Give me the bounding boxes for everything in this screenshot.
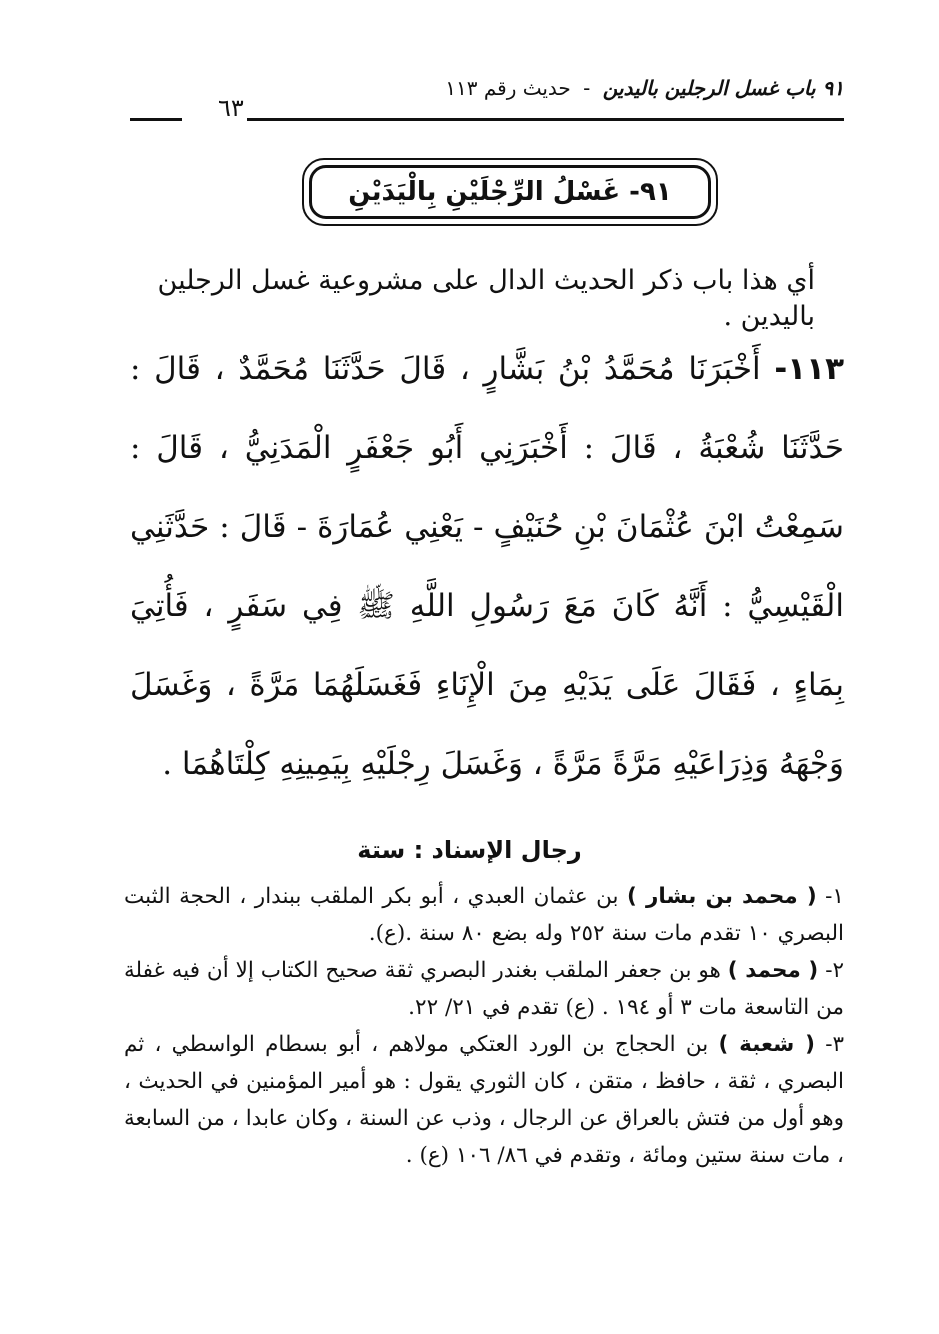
narrator-name: ( محمد بن بشار ) xyxy=(627,884,817,909)
header-separator: - xyxy=(583,76,591,100)
narrator-text: بن الحجاج بن الورد العتكي مولاهم ، أبو بسطام الواسطي ، ثم البصري ، ثقة ، حافظ ، متقن ، كان الثوري يقول : هو أمير المؤمنين في الحديث ، وهو أول من فتش بالعراق عن الرجال ، وذب عن السنة ، وكان عابدا ، من السابعة ، مات سنة ستين ومائة ، وتقدم في ٨٦/ ١٠٦ (ع) . xyxy=(124,1032,844,1168)
running-header xyxy=(136,76,844,120)
header-hadith-reference: حديث رقم ١١٣ xyxy=(445,76,571,100)
hadith-text: أَخْبَرَنَا مُحَمَّدُ بْنُ بَشَّارٍ ، قَالَ حَدَّثَنَا مُحَمَّدٌ ، قَالَ : حَدَّثَنَا شُعْبَةُ ، قَالَ : أَخْبَرَنِي أَبُو جَعْفَرٍ الْمَدَنِيُّ ، قَالَ : سَمِعْتُ ابْنَ عُثْمَانَ بْنِ حُنَيْفٍ - يَعْنِي عُمَارَةَ - قَالَ : حَدَّثَنِي الْقَيْسِيُّ : أَنَّهُ كَانَ مَعَ رَسُولِ اللَّهِ ﷺ فِي سَفَرٍ ، فَأُتِيَ بِمَاءٍ ، فَقَالَ عَلَى يَدَيْهِ مِنَ الْإِنَاءِ فَغَسَلَهُمَا مَرَّةً ، وَغَسَلَ وَجْهَهُ وَذِرَاعَيْهِ مَرَّةً مَرَّةً ، وَغَسَلَ رِجْلَيْهِ بِيَمِينِهِ كِلْتَاهُمَا . xyxy=(130,351,844,782)
narrator-text: بن عثمان العبدي ، أبو بكر الملقب ببندار ، الحجة الثبت البصري ١٠ تقدم مات سنة ٢٥٢ وله بضع ٨٠ سنة .(ع). xyxy=(124,884,844,946)
narrator-entry xyxy=(124,952,844,1026)
narrator-text: هو بن جعفر الملقب بغندر البصري ثقة صحيح الكتاب إلا أن فيه غفلة من التاسعة مات ٣ أو ١٩٤ . (ع) تقدم في ٢١/ ٢٢. xyxy=(124,958,844,1020)
narrator-entry xyxy=(124,878,844,952)
narrator-name: ( شعبة ) xyxy=(718,1032,815,1057)
hadith-text-block xyxy=(130,330,844,804)
header-text xyxy=(445,76,844,100)
header-rule-short xyxy=(130,118,182,121)
narrator-name: ( محمد ) xyxy=(727,958,819,983)
page-number: ٦٣ xyxy=(206,94,256,122)
chapter-intro: أي هذا باب ذكر الحديث الدال على مشروعية غسل الرجلين باليدين . xyxy=(157,265,815,332)
narrator-number: ٢- xyxy=(825,958,845,983)
narrator-number: ١- xyxy=(825,884,844,909)
chapter-title: ٩١- غَسْلُ الرِّجْلَيْنِ بِالْيَدَيْنِ xyxy=(309,165,711,219)
narrator-entry xyxy=(124,1026,844,1174)
narrator-number: ٣- xyxy=(825,1032,845,1057)
header-chapter-title: ٩١ باب غسل الرجلين باليدين xyxy=(602,76,844,100)
narrators-list xyxy=(124,878,844,1174)
hadith-number: ١١٣- xyxy=(774,351,844,387)
section-heading: رجال الإسناد : ستة xyxy=(357,836,582,864)
header-rule xyxy=(247,118,844,121)
chapter-title-frame xyxy=(302,158,718,226)
